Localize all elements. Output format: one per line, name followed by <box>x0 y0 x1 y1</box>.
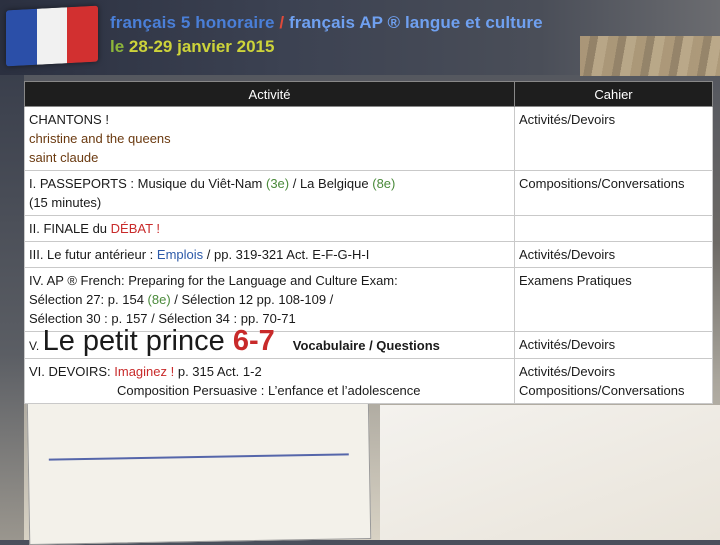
cahier-line: Compositions/Conversations <box>519 383 685 398</box>
column-header-activite: Activité <box>25 82 515 107</box>
grammar-topic: Emplois <box>156 247 204 262</box>
schedule-table <box>24 81 713 404</box>
song-title: saint claude <box>29 150 99 165</box>
table-row <box>25 171 713 216</box>
cahier-cell <box>515 359 713 404</box>
activity-line <box>29 362 510 381</box>
cahier-line: Activités/Devoirs <box>519 364 616 379</box>
passport-topic-2: / La Belgique <box>289 176 373 191</box>
course-name-ap: français AP ® langue et culture <box>289 13 543 32</box>
activity-cell <box>25 325 515 359</box>
vocab-label: Vocabulaire / Questions <box>292 338 440 353</box>
eiffel-tower-image <box>0 75 24 540</box>
song-artist: christine and the queens <box>29 131 171 146</box>
chapter-range: 6-7 <box>232 325 275 357</box>
activity-title: CHANTONS ! <box>29 112 109 127</box>
debate-label: DÉBAT ! <box>110 221 161 236</box>
page-reference: / pp. 319-321 Act. E-F-G-H-I <box>203 247 370 262</box>
cahier-cell: Activités/Devoirs <box>515 242 713 268</box>
cahier-cell <box>515 216 713 242</box>
cahier-cell: Activités/Devoirs <box>515 332 713 359</box>
activity-cell <box>25 107 515 171</box>
table-row <box>25 216 713 242</box>
table-row <box>25 242 713 268</box>
selection-line: Sélection 30 : p. 157 / Sélection 34 : pp. 70-71 <box>29 311 296 326</box>
cahier-cell: Examens Pratiques <box>515 268 713 332</box>
course-name: français 5 honoraire <box>110 13 275 32</box>
activity-cell <box>25 268 515 332</box>
ballot-paper-image <box>380 405 720 540</box>
table-row <box>25 332 713 359</box>
passport-class-2: (8e) <box>372 176 396 191</box>
textbook-name: Imaginez ! <box>114 364 175 379</box>
selection-line <box>29 290 510 309</box>
page-reference: p. 315 Act. 1-2 <box>174 364 262 379</box>
selection-27: Sélection 27: p. 154 <box>29 292 148 307</box>
table-row <box>25 268 713 332</box>
activity-cell <box>25 359 515 404</box>
activity-prefix: VI. DEVOIRS: <box>29 364 115 379</box>
date-prefix: le <box>110 37 129 56</box>
table-row <box>25 359 713 404</box>
selection-12: / Sélection 12 pp. 108-109 / <box>170 292 334 307</box>
activity-cell <box>25 242 515 268</box>
title-separator: / <box>274 13 289 32</box>
economy-chart-image <box>27 392 372 545</box>
date-value: 28-29 janvier 2015 <box>128 37 275 56</box>
cahier-cell: Activités/Devoirs <box>515 107 713 171</box>
activity-prefix: III. Le futur antérieur : <box>29 247 157 262</box>
table-header-row <box>25 82 713 107</box>
selection-class: (8e) <box>147 292 171 307</box>
slide-title <box>110 13 543 33</box>
column-header-cahier: Cahier <box>515 82 713 107</box>
book-title: Le petit prince <box>42 325 233 357</box>
activity-duration: (15 minutes) <box>29 195 102 210</box>
activity-prefix: I. PASSEPORTS : <box>29 176 138 191</box>
euro-banknotes-image <box>580 36 720 76</box>
cahier-cell: Compositions/Conversations <box>515 171 713 216</box>
passport-topic-1: Musique du Viêt-Nam <box>137 176 266 191</box>
activity-prefix: V. <box>29 339 43 353</box>
activity-prefix: II. FINALE du <box>29 221 111 236</box>
activity-title: IV. AP ® French: Preparing for the Language and Culture Exam: <box>29 273 398 288</box>
slide-date <box>110 37 274 57</box>
composition-topic: Composition Persuasive : L’enfance et l’adolescence <box>117 383 421 398</box>
passport-class-1: (3e) <box>265 176 290 191</box>
table-row <box>25 107 713 171</box>
french-flag-icon <box>6 6 98 67</box>
activity-line <box>29 174 510 193</box>
activity-cell <box>25 216 515 242</box>
activity-cell <box>25 171 515 216</box>
